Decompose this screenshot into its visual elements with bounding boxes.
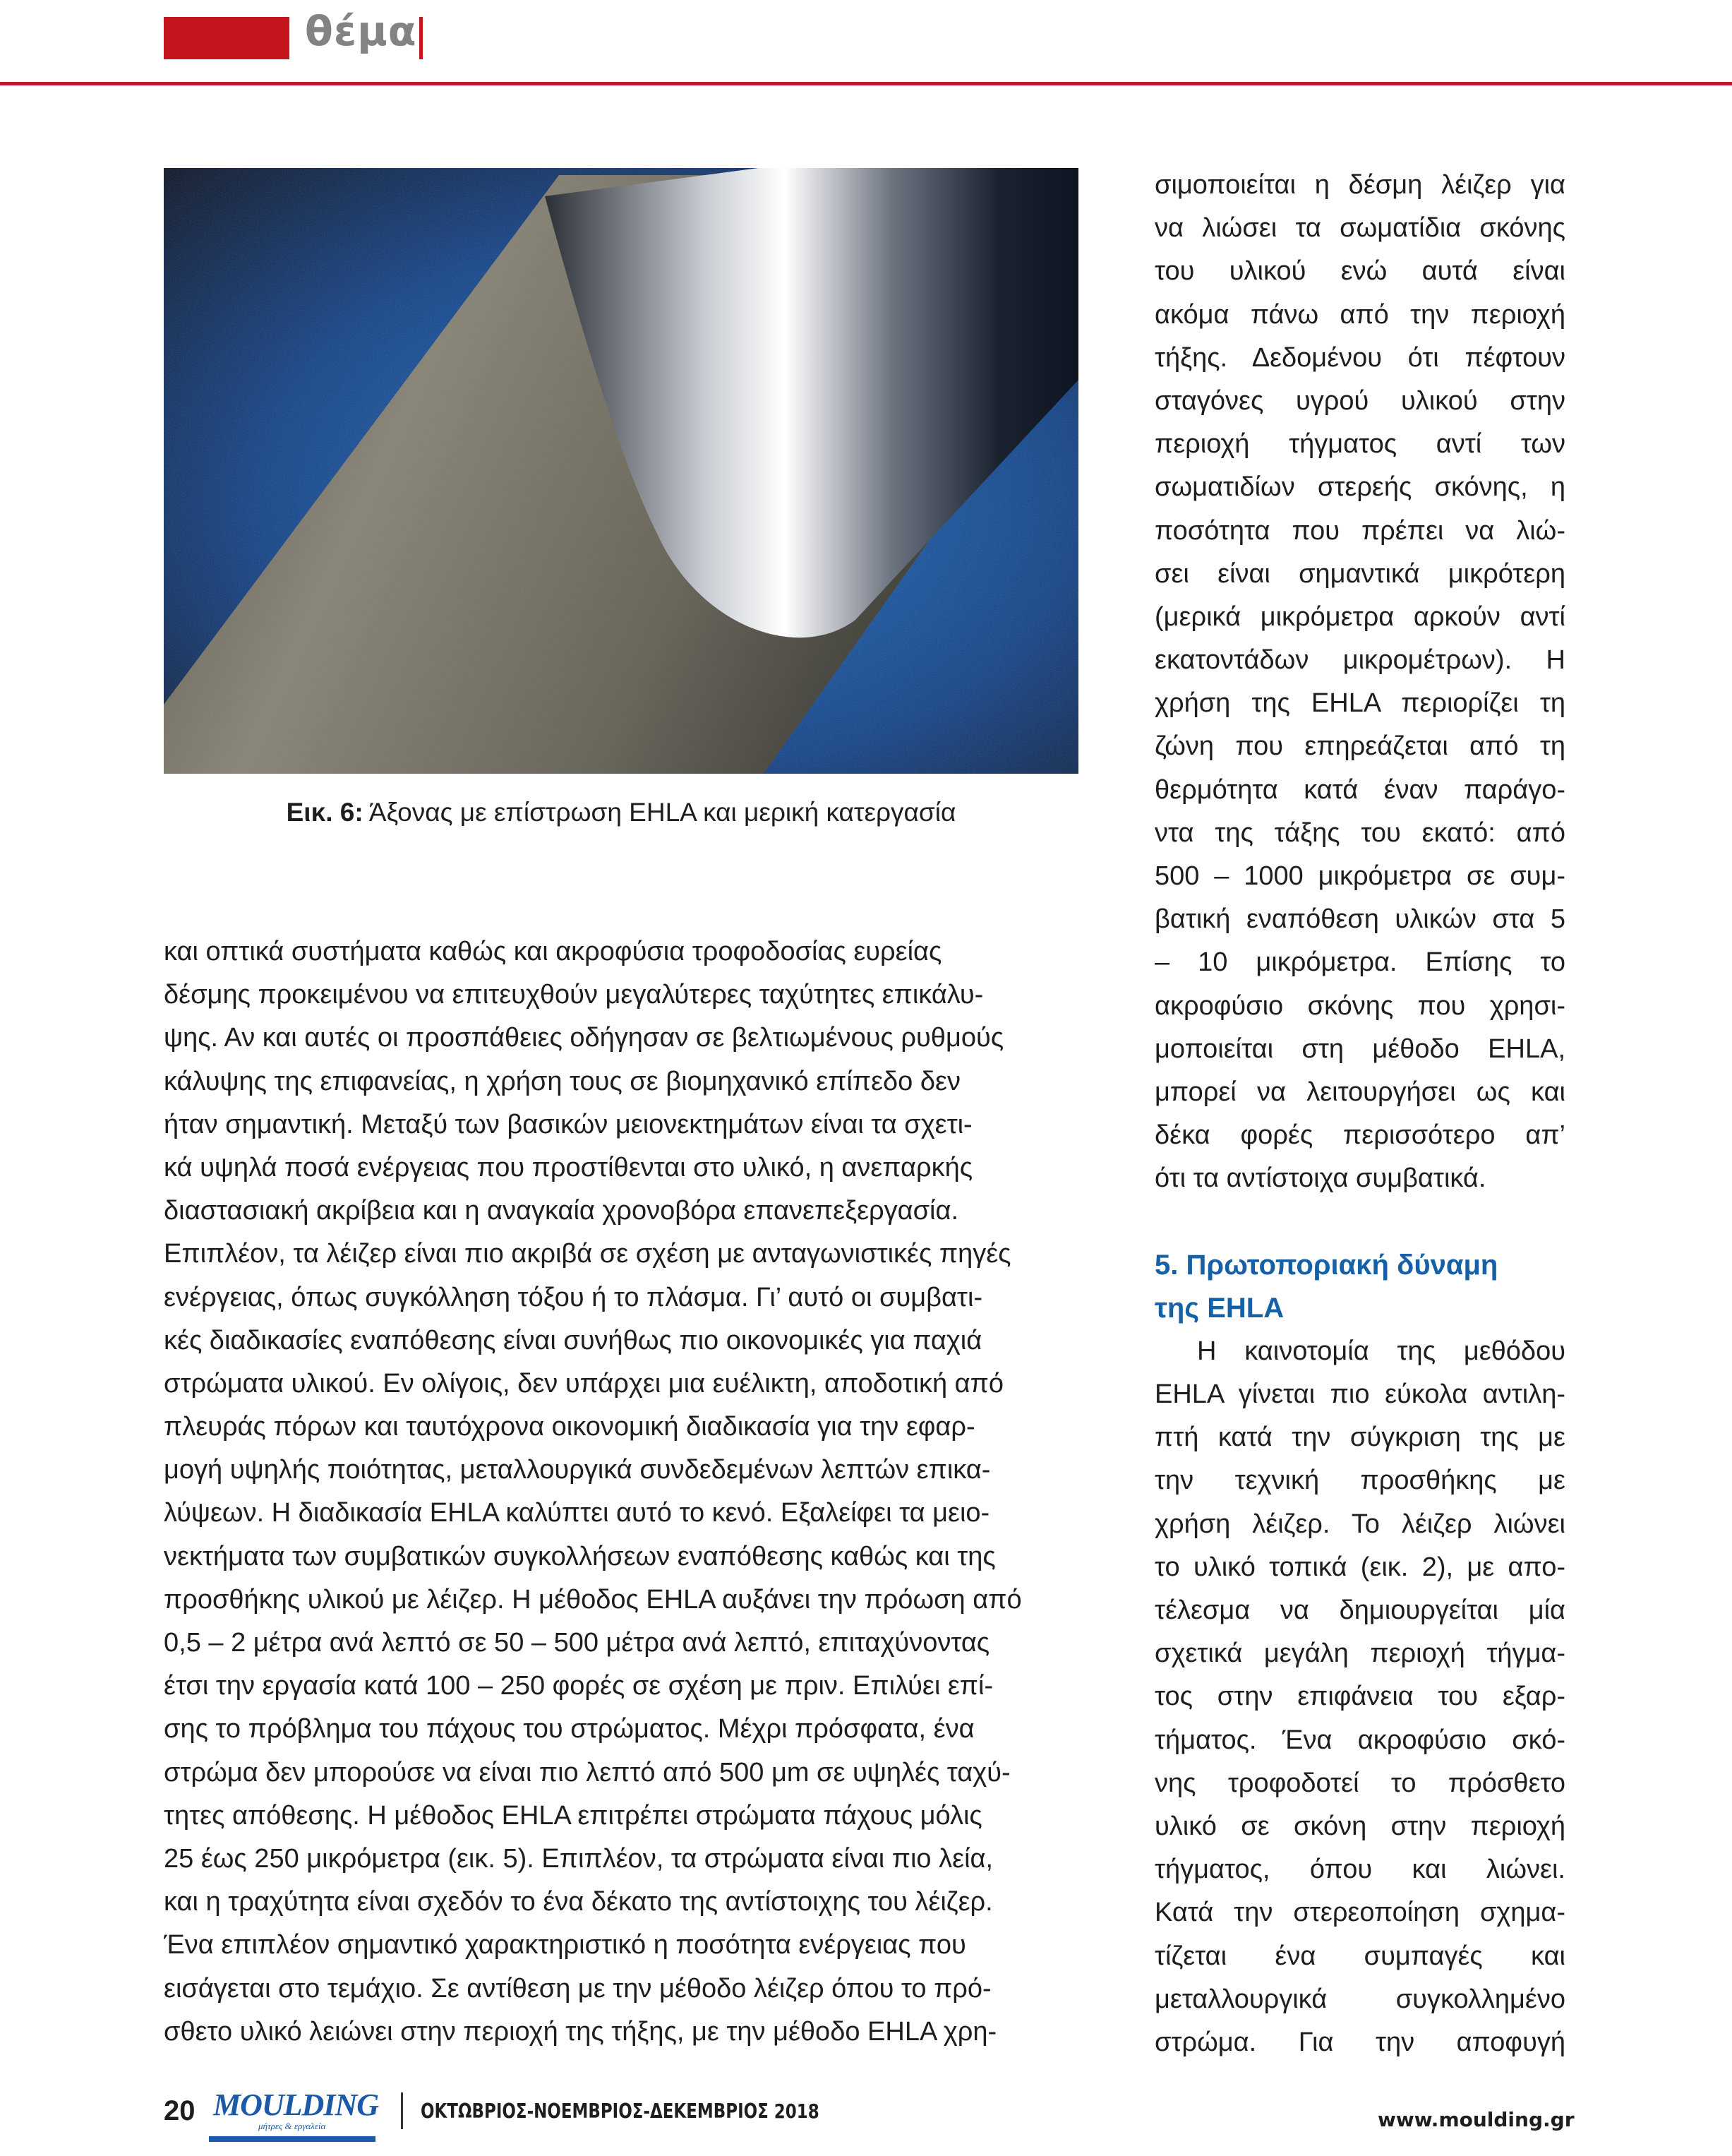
text-line: κές διαδικασίες εναπόθεσης είναι συνήθως πιο οικονομικές για παχιά xyxy=(164,1325,982,1355)
text-line: στρώμα. Για την αποφυγή xyxy=(1155,2027,1565,2057)
magazine-logo xyxy=(209,2087,378,2145)
text-line: θερμότητα κατά έναν παράγο- xyxy=(1155,774,1565,805)
caption-label: Εικ. 6: xyxy=(286,798,363,827)
text-line: τίζεται ένα συμπαγές και xyxy=(1155,1941,1565,1971)
text-line: σταγόνες υγρού υλικού στην xyxy=(1155,385,1565,416)
header-rule xyxy=(0,82,1732,85)
text-line: το υλικό τοπικά (εικ. 2), με απο- xyxy=(1155,1552,1565,1582)
text-line: σωματιδίων στερεής σκόνης, η xyxy=(1155,472,1565,503)
text-line: ακροφύσιο σκόνης που χρησι- xyxy=(1155,990,1565,1021)
text-line: σης το πρόβλημα του πάχους του στρώματος. Μέχρι πρόσφατα, ένα xyxy=(164,1714,975,1744)
text-line: βατική εναπόθεση υλικών στα 5 xyxy=(1155,904,1565,935)
text-line: μοποιείται στη μέθοδο EHLA, xyxy=(1155,1034,1565,1064)
text-line: (μερικά μικρόμετρα αρκούν αντί xyxy=(1155,601,1565,632)
text-line: προσθήκης υλικού με λέιζερ. Η μέθοδος EHLA αυξάνει την πρόωση από xyxy=(164,1584,1022,1615)
text-line: νης τροφοδοτεί το πρόσθετο xyxy=(1155,1768,1565,1798)
text-line: νεκτήματα των συμβατικών συγκολλήσεων εναπόθεσης καθώς και της xyxy=(164,1541,996,1571)
text-line: υλικό σε σκόνη στην περιοχή xyxy=(1155,1811,1565,1841)
caption-text: Άξονας με επίστρωση EHLA και μερική κατεργασία xyxy=(363,798,956,827)
text-line: ακόμα πάνω από την περιοχή xyxy=(1155,299,1565,330)
text-line: 0,5 – 2 μέτρα ανά λεπτό σε 50 – 500 μέτρα ανά λεπτό, επιταχύνοντας xyxy=(164,1628,990,1658)
website-link[interactable]: www.moulding.gr xyxy=(1378,2108,1575,2131)
text-line: Επιπλέον, τα λέιζερ είναι πιο ακριβά σε σχέση με ανταγωνιστικές πηγές xyxy=(164,1239,1011,1269)
text-line: μογή υψηλής ποιότητας, μεταλλουργικά συνδεδεμένων λεπτών επικα- xyxy=(164,1455,991,1485)
section-color-block xyxy=(164,17,289,59)
section-heading-line: 5. Πρωτοποριακή δύναμη xyxy=(1155,1249,1498,1281)
text-line: έτσι την εργασία κατά 100 – 250 φορές σε σχέση με πριν. Επιλύει επί- xyxy=(164,1671,994,1701)
text-line: τέλεσμα να δημιουργείται μία xyxy=(1155,1595,1565,1625)
section-heading-line: της EHLA xyxy=(1155,1292,1285,1324)
text-line: τήξης. Δεδομένου ότι πέφτουν xyxy=(1155,342,1565,373)
text-line: ζώνη που επηρεάζεται από τη xyxy=(1155,731,1565,762)
section-label: θέμα xyxy=(305,7,417,55)
text-line: ότι τα αντίστοιχα συμβατικά. xyxy=(1155,1163,1486,1194)
page-number: 20 xyxy=(164,2095,196,2126)
text-line: Ένα επιπλέον σημαντικό χαρακτηριστικό η ποσότητα ενέργειας που xyxy=(164,1930,966,1960)
text-line: του υλικού ενώ αυτά είναι xyxy=(1155,256,1565,287)
text-line: δέσμης προκειμένου να επιτευχθούν μεγαλύτερες ταχύτητες επικάλυ- xyxy=(164,980,984,1010)
figure-caption xyxy=(164,798,1078,827)
text-line: στρώμα δεν μπορούσε να είναι πιο λεπτό από 500 μm σε υψηλές ταχύ- xyxy=(164,1757,1011,1787)
text-line: 500 – 1000 μικρόμετρα σε συμ- xyxy=(1155,861,1565,891)
text-line: σει είναι σημαντικά μικρότερη xyxy=(1155,558,1565,589)
text-line: διαστασιακή ακρίβεια και η αναγκαία χρονοβόρα επανεπεξεργασία. xyxy=(164,1196,959,1226)
figure-image xyxy=(164,168,1078,774)
text-line: πτή κατά την σύγκριση της με xyxy=(1155,1423,1565,1453)
right-column-text xyxy=(1155,164,1565,2064)
text-line: εισάγεται στο τεμάχιο. Σε αντίθεση με την μέθοδο λέιζερ όπου το πρό- xyxy=(164,1973,992,2004)
logo-tagline: μήτρες & εργαλεία xyxy=(258,2121,326,2131)
text-line: Κατά την στερεοποίηση σχημα- xyxy=(1155,1898,1565,1928)
text-line: ενέργειας, όπως συγκόλληση τόξου ή το πλάσμα. Γι’ αυτό οι συμβατι- xyxy=(164,1282,983,1312)
text-line: μπορεί να λειτουργήσει ως και xyxy=(1155,1077,1565,1107)
text-line: Η καινοτομία της μεθόδου xyxy=(1197,1336,1565,1366)
text-line: σχετικά μεγάλη περιοχή τήγμα- xyxy=(1155,1639,1565,1669)
paragraph-continuation xyxy=(1155,164,1565,1201)
text-line: κάλυψης της επιφανείας, η χρήση τους σε βιομηχανικό επίπεδο δεν xyxy=(164,1066,961,1096)
text-line: μεταλλουργικά συγκολλημένο xyxy=(1155,1984,1565,2014)
text-line: ντα της τάξης του εκατό: από xyxy=(1155,818,1565,848)
text-line: λύψεων. Η διαδικασία EHLA καλύπτει αυτό το κενό. Εξαλείφει τα μειο- xyxy=(164,1498,990,1528)
text-line: στρώματα υλικού. Εν ολίγοις, δεν υπάρχει μια ευέλικτη, αποδοτική από xyxy=(164,1368,1004,1399)
text-line: να λιώσει τα σωματίδια σκόνης xyxy=(1155,213,1565,244)
text-line: περιοχή τήγματος αντί των xyxy=(1155,429,1565,460)
issue-date: ΟΚΤΩΒΡΙΟΣ-ΝΟΕΜΒΡΙΟΣ-ΔΕΚΕΜΒΡΙΟΣ 2018 xyxy=(421,2100,819,2123)
text-line: τήγματος, όπου και λιώνει. xyxy=(1155,1855,1565,1885)
text-line: τητες απόθεσης. Η μέθοδος EHLA επιτρέπει στρώματα πάχους μόλις xyxy=(164,1800,982,1831)
text-line: και οπτικά συστήματα καθώς και ακροφύσια τροφοδοσίας ευρείας xyxy=(164,937,942,966)
text-line: πλευράς πόρων και ταυτόχρονα οικονομική διαδικασία για την εφαρ- xyxy=(164,1412,975,1442)
text-line: την τεχνική προσθήκης με xyxy=(1155,1466,1565,1496)
text-line: χρήση της EHLA περιορίζει τη xyxy=(1155,688,1565,719)
left-column-text xyxy=(164,930,1078,2054)
text-line: 25 έως 250 μικρόμετρα (εικ. 5). Επιπλέον, τα στρώματα είναι πιο λεία, xyxy=(164,1843,994,1874)
text-line: ποσότητα που πρέπει να λιώ- xyxy=(1155,515,1565,546)
text-line: τος στην επιφάνεια του εξαρ- xyxy=(1155,1682,1565,1712)
text-line: δέκα φορές περισσότερο απ’ xyxy=(1155,1120,1565,1151)
text-line: σιμοποιείται η δέσμη λέιζερ για xyxy=(1155,170,1565,200)
text-line: EHLA γίνεται πιο εύκολα αντιλη- xyxy=(1155,1379,1565,1410)
text-line: κά υψηλά ποσά ενέργειας που προστίθενται στο υλικό, η ανεπαρκής xyxy=(164,1152,973,1182)
footer-separator xyxy=(401,2092,403,2129)
text-line: ψης. Αν και αυτές οι προσπάθειες οδήγησαν σε βελτιωμένους ρυθμούς xyxy=(164,1023,1004,1053)
paragraph-section-5 xyxy=(1155,1330,1565,2064)
text-line: χρήση λέιζερ. Το λέιζερ λιώνει xyxy=(1155,1509,1565,1539)
text-line: σθετο υλικό λειώνει στην περιοχή της τήξης, με την μέθοδο EHLA χρη- xyxy=(164,2016,997,2047)
text-line: – 10 μικρόμετρα. Επίσης το xyxy=(1155,947,1565,978)
text-line: τήματος. Ένα ακροφύσιο σκό- xyxy=(1155,1725,1565,1755)
text-line: εκατοντάδων μικρομέτρων). Η xyxy=(1155,645,1565,676)
text-line: ήταν σημαντική. Μεταξύ των βασικών μειονεκτημάτων είναι τα σχετι- xyxy=(164,1109,973,1139)
text-line: και η τραχύτητα είναι σχεδόν το ένα δέκατο της αντίστοιχης του λέιζερ. xyxy=(164,1887,993,1917)
header-separator xyxy=(419,17,423,59)
coated-shaft-photo xyxy=(164,168,1078,774)
section-heading xyxy=(1155,1244,1565,1330)
logo-word: MOULDING xyxy=(213,2088,378,2122)
logo-underline xyxy=(209,2136,375,2142)
